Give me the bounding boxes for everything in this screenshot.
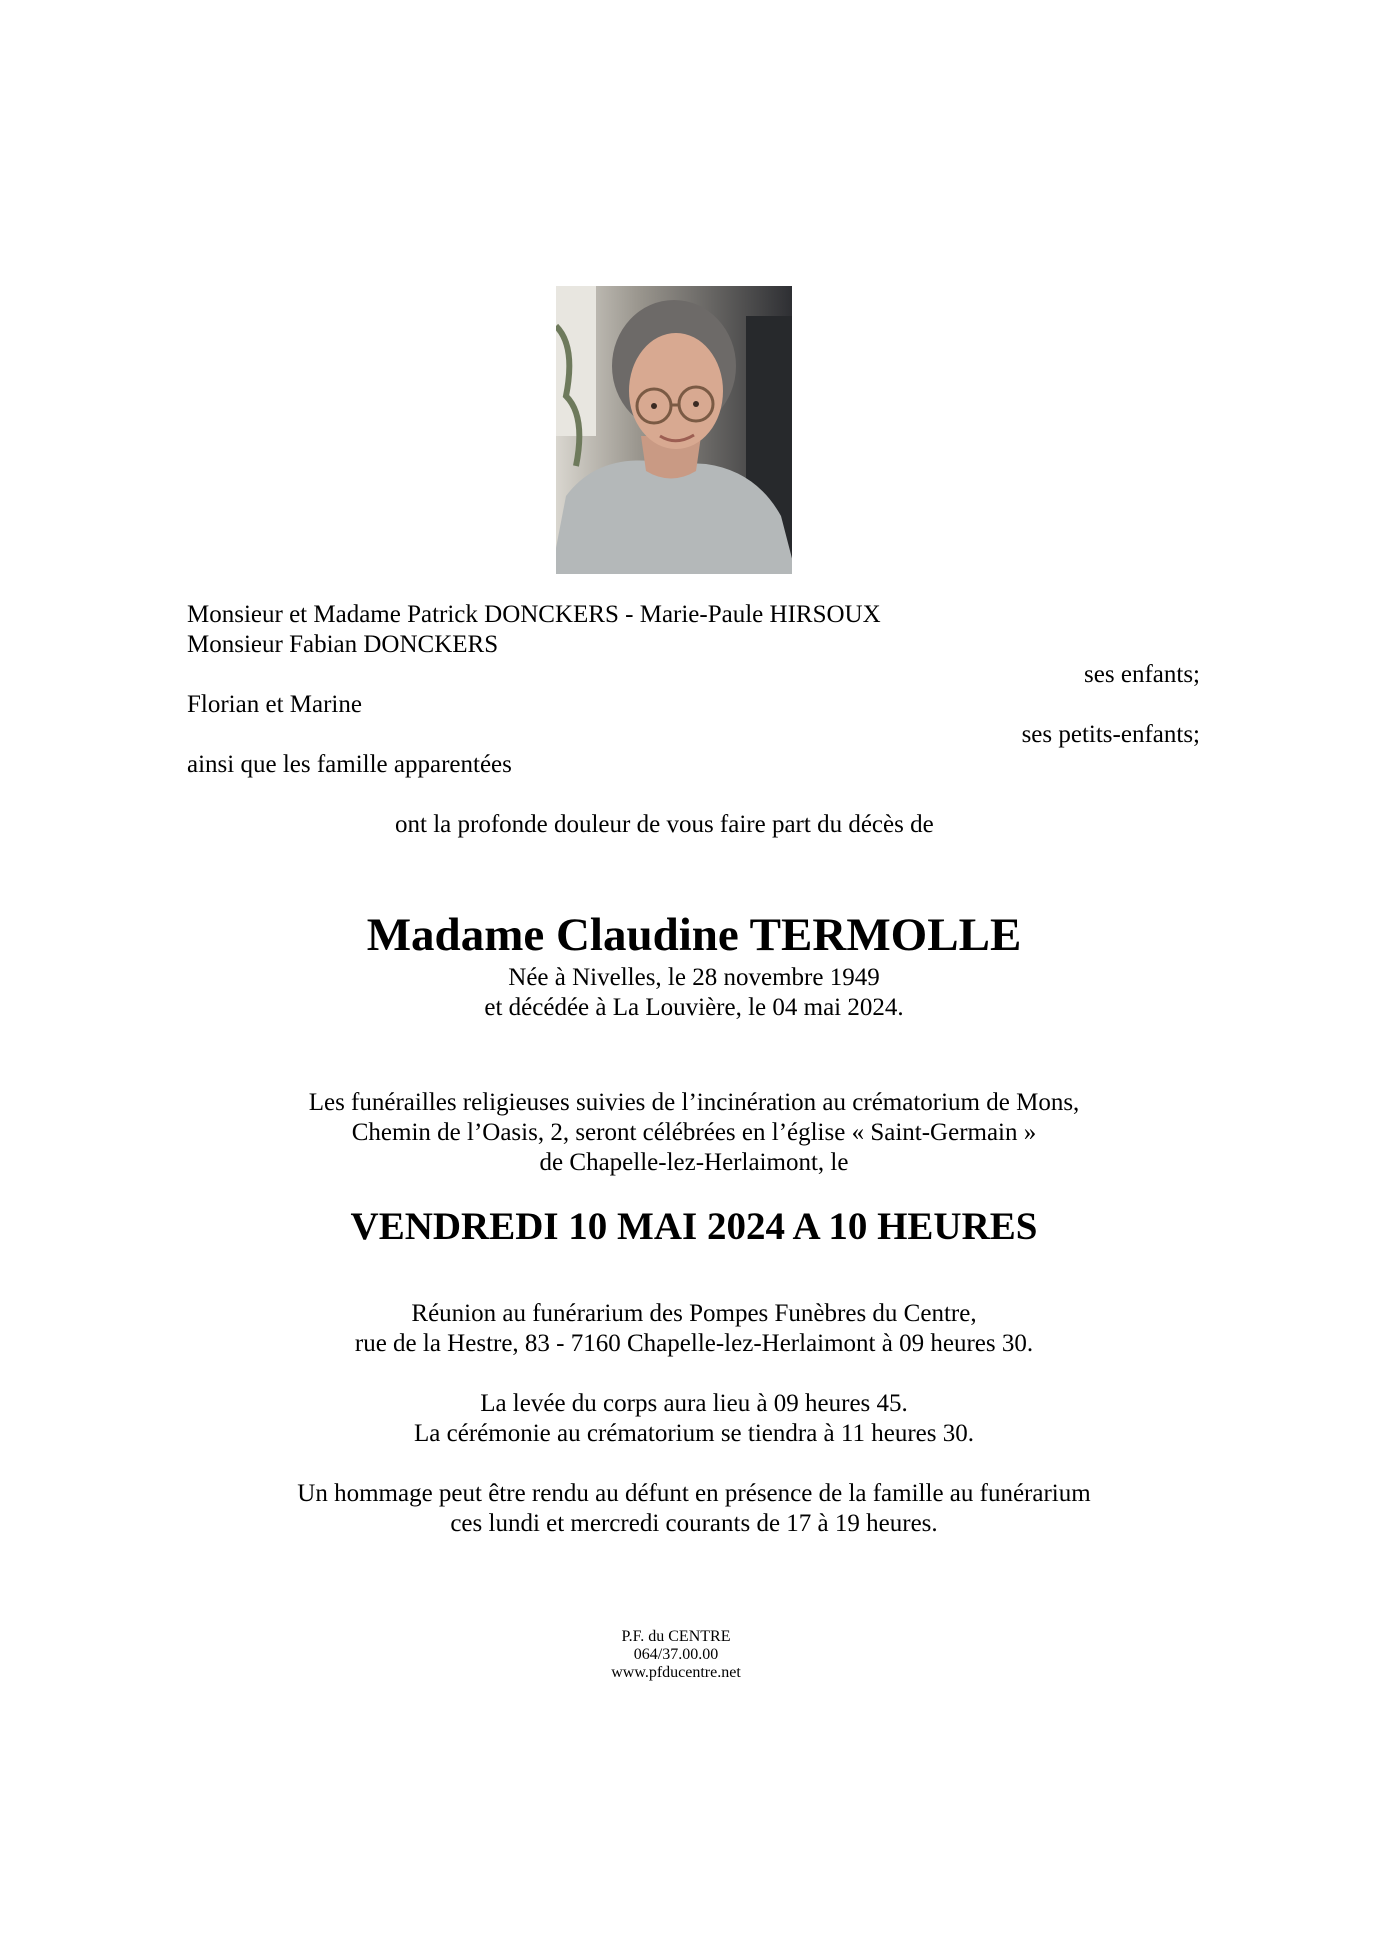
footer-company: P.F. du CENTRE bbox=[621, 1628, 731, 1645]
family-line-son: Monsieur Fabian DONCKERS bbox=[187, 631, 499, 658]
footer-phone: 064/37.00.00 bbox=[633, 1646, 719, 1663]
ceremony-line-2: La cérémonie au crématorium se tiendra à 11 heures 30. bbox=[414, 1420, 974, 1447]
birth-info: Née à Nivelles, le 28 novembre 1949 bbox=[508, 964, 880, 991]
funeral-line-3: de Chapelle-lez-Herlaimont, le bbox=[539, 1149, 849, 1176]
family-line-relatives: ainsi que les famille apparentées bbox=[187, 751, 512, 778]
children-label: ses enfants; bbox=[1084, 661, 1200, 688]
footer-website[interactable]: www.pfducentre.net bbox=[611, 1664, 741, 1681]
grandchildren-label: ses petits-enfants; bbox=[1021, 721, 1200, 748]
tribute-line-2: ces lundi et mercredi courants de 17 à 19 heures. bbox=[450, 1510, 938, 1537]
ceremony-line-1: La levée du corps aura lieu à 09 heures 45. bbox=[480, 1390, 908, 1417]
deceased-name: Madame Claudine TERMOLLE bbox=[366, 909, 1022, 961]
funeral-line-2: Chemin de l’Oasis, 2, seront célébrées en l’église « Saint-Germain » bbox=[351, 1119, 1037, 1146]
family-line-grandchildren: Florian et Marine bbox=[187, 691, 362, 718]
meeting-line-1: Réunion au funérarium des Pompes Funèbres du Centre, bbox=[411, 1300, 977, 1327]
family-line-parents: Monsieur et Madame Patrick DONCKERS - Marie-Paule HIRSOUX bbox=[187, 601, 881, 628]
portrait-photo bbox=[556, 286, 792, 574]
portrait-illustration bbox=[556, 286, 792, 574]
death-info: et décédée à La Louvière, le 04 mai 2024. bbox=[484, 994, 904, 1021]
tribute-line-1: Un hommage peut être rendu au défunt en présence de la famille au funérarium bbox=[297, 1480, 1091, 1507]
announcement-text: ont la profonde douleur de vous faire part du décès de bbox=[395, 811, 934, 838]
funeral-date: VENDREDI 10 MAI 2024 A 10 HEURES bbox=[350, 1205, 1038, 1248]
meeting-line-2: rue de la Hestre, 83 - 7160 Chapelle-lez-Herlaimont à 09 heures 30. bbox=[354, 1330, 1034, 1357]
funeral-line-1: Les funérailles religieuses suivies de l’incinération au crématorium de Mons, bbox=[308, 1089, 1080, 1116]
